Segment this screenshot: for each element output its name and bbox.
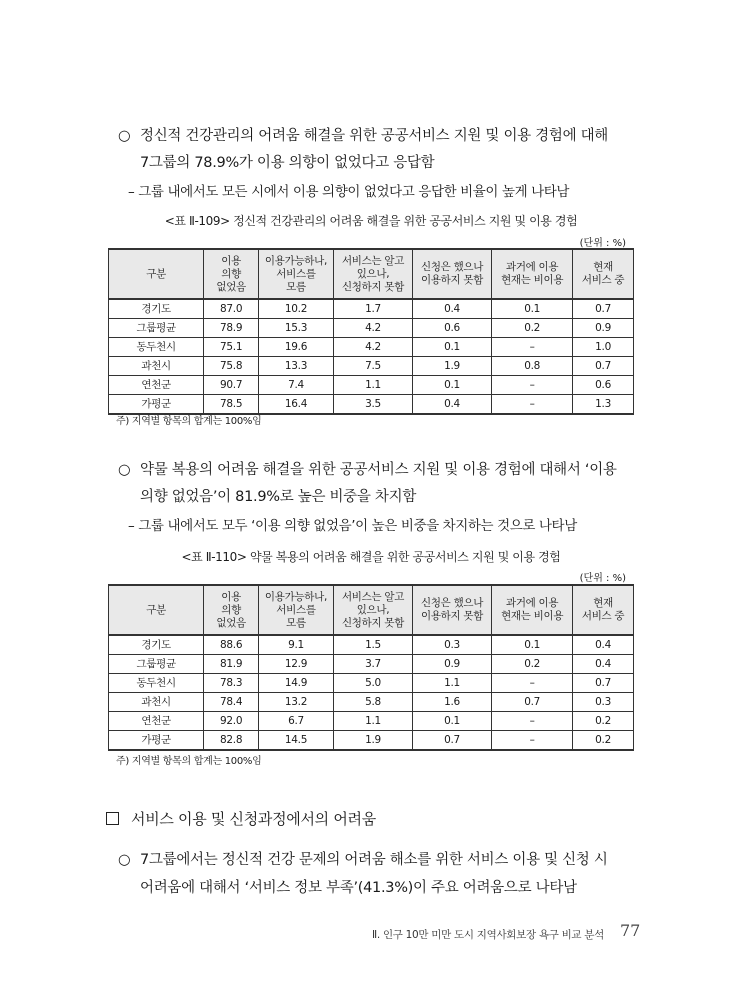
value-cell: 0.2 (573, 731, 634, 751)
value-cell: 0.3 (573, 693, 634, 712)
value-cell: 13.3 (258, 357, 333, 376)
column-header: 신청은 했으나 이용하지 못함 (413, 585, 492, 635)
value-cell: 1.1 (333, 712, 412, 731)
column-header: 현재 서비스 중 (573, 585, 634, 635)
value-cell: 0.4 (413, 395, 492, 415)
value-cell: 0.1 (413, 712, 492, 731)
circle-bullet-icon: ○ (118, 852, 131, 868)
value-cell: 13.2 (258, 693, 333, 712)
sub-bullet-2 (128, 514, 577, 534)
value-cell: 0.1 (413, 376, 492, 395)
value-cell: 0.1 (492, 635, 573, 655)
square-bullet-icon (106, 812, 119, 825)
table-row (109, 731, 634, 751)
value-cell: 1.7 (333, 299, 412, 319)
column-header: 과거에 이용 현재는 비이용 (492, 585, 573, 635)
row-label-cell: 과천시 (109, 357, 204, 376)
value-cell: 75.1 (204, 338, 259, 357)
value-cell: 0.2 (573, 712, 634, 731)
table-header-row (109, 585, 634, 635)
page-number: 77 (620, 921, 641, 940)
column-header: 서비스는 알고 있으나, 신청하지 못함 (333, 585, 412, 635)
column-header: 이용 의향 없었음 (204, 585, 259, 635)
column-header: 구분 (109, 249, 204, 299)
row-label-cell: 동두천시 (109, 338, 204, 357)
table-1-caption: <표 Ⅱ-109> 정신적 건강관리의 어려움 해결을 위한 공공서비스 지원 및 이용 경험 (164, 214, 578, 228)
column-header: 신청은 했으나 이용하지 못함 (413, 249, 492, 299)
value-cell: 1.6 (413, 693, 492, 712)
value-cell: 0.2 (492, 319, 573, 338)
value-cell: 1.5 (333, 635, 412, 655)
circle-bullet-icon: ○ (118, 128, 131, 144)
value-cell: 9.1 (258, 635, 333, 655)
value-cell: 0.6 (413, 319, 492, 338)
paragraph-text: 7그룹에서는 정신적 건강 문제의 어려움 해소를 위한 서비스 이용 및 신청 시 (140, 852, 608, 868)
value-cell: – (492, 731, 573, 751)
row-label-cell: 가평군 (109, 731, 204, 751)
paragraph-text: 정신적 건강관리의 어려움 해결을 위한 공공서비스 지원 및 이용 경험에 대해 (140, 128, 609, 144)
row-label-cell: 연천군 (109, 376, 204, 395)
value-cell: 0.7 (492, 693, 573, 712)
row-label-cell: 연천군 (109, 712, 204, 731)
value-cell: – (492, 395, 573, 415)
table-1 (108, 248, 634, 415)
value-cell: 1.1 (333, 376, 412, 395)
value-cell: 19.6 (258, 338, 333, 357)
table-2-note: 주) 지역별 항목의 합계는 100%임 (116, 756, 262, 767)
row-label-cell: 동두천시 (109, 674, 204, 693)
value-cell: – (492, 376, 573, 395)
table-row (109, 674, 634, 693)
value-cell: 0.4 (413, 299, 492, 319)
table-2-caption: <표 Ⅱ-110> 약물 복용의 어려움 해결을 위한 공공서비스 지원 및 이용 경험 (181, 550, 561, 564)
value-cell: 90.7 (204, 376, 259, 395)
value-cell: – (492, 338, 573, 357)
section-title: 서비스 이용 및 신청과정에서의 어려움 (131, 810, 376, 828)
value-cell: 88.6 (204, 635, 259, 655)
value-cell: 12.9 (258, 655, 333, 674)
value-cell: 0.1 (413, 338, 492, 357)
column-header: 이용 의향 없었음 (204, 249, 259, 299)
table-2-unit: (단위 : %) (579, 573, 626, 584)
value-cell: 3.5 (333, 395, 412, 415)
paragraph-text: 약물 복용의 어려움 해결을 위한 공공서비스 지원 및 이용 경험에 대해서 ‘이용 (140, 462, 617, 478)
circle-bullet-icon: ○ (118, 462, 131, 478)
value-cell: 0.9 (413, 655, 492, 674)
row-label-cell: 그룹평균 (109, 655, 204, 674)
table-row (109, 357, 634, 376)
table-row (109, 693, 634, 712)
value-cell: – (492, 712, 573, 731)
sub-bullet-text: 그룹 내에서도 모든 시에서 이용 의향이 없었다고 응답한 비율이 높게 나타남 (138, 184, 570, 200)
row-label-cell: 과천시 (109, 693, 204, 712)
paragraph-3-line-1 (118, 848, 608, 869)
column-header: 서비스는 알고 있으나, 신청하지 못함 (333, 249, 412, 299)
value-cell: 7.4 (258, 376, 333, 395)
table-row (109, 655, 634, 674)
value-cell: 7.5 (333, 357, 412, 376)
table-row (109, 376, 634, 395)
value-cell: 0.1 (492, 299, 573, 319)
value-cell: – (492, 674, 573, 693)
value-cell: 78.9 (204, 319, 259, 338)
value-cell: 0.6 (573, 376, 634, 395)
value-cell: 14.5 (258, 731, 333, 751)
value-cell: 1.0 (573, 338, 634, 357)
value-cell: 0.7 (573, 357, 634, 376)
value-cell: 78.5 (204, 395, 259, 415)
value-cell: 1.3 (573, 395, 634, 415)
dash-bullet-icon: – (128, 184, 135, 200)
table-1-unit: (단위 : %) (579, 238, 626, 249)
value-cell: 78.4 (204, 693, 259, 712)
row-label-cell: 경기도 (109, 635, 204, 655)
value-cell: 0.4 (573, 655, 634, 674)
table-row (109, 319, 634, 338)
paragraph-1-line-1 (118, 124, 608, 145)
column-header: 과거에 이용 현재는 비이용 (492, 249, 573, 299)
value-cell: 75.8 (204, 357, 259, 376)
value-cell: 16.4 (258, 395, 333, 415)
value-cell: 1.9 (333, 731, 412, 751)
column-header: 이용가능하나, 서비스를 모름 (258, 249, 333, 299)
table-row (109, 635, 634, 655)
value-cell: 15.3 (258, 319, 333, 338)
paragraph-2-line-1 (118, 458, 617, 479)
paragraph-3-line-2: 어려움에 대해서 ‘서비스 정보 부족’(41.3%)이 주요 어려움으로 나타남 (140, 880, 577, 896)
table-row (109, 299, 634, 319)
value-cell: 0.2 (492, 655, 573, 674)
sub-bullet-1 (128, 180, 569, 200)
value-cell: 3.7 (333, 655, 412, 674)
table-1-note: 주) 지역별 항목의 합계는 100%임 (116, 416, 262, 427)
sub-bullet-text: 그룹 내에서도 모두 ‘이용 의향 없었음’이 높은 비중을 차지하는 것으로 나타남 (138, 518, 577, 534)
section-heading (106, 808, 376, 829)
value-cell: 0.3 (413, 635, 492, 655)
value-cell: 0.7 (573, 674, 634, 693)
value-cell: 82.8 (204, 731, 259, 751)
running-footer: Ⅱ. 인구 10만 미만 도시 지역사회보장 욕구 비교 분석 (372, 929, 604, 941)
table-row (109, 712, 634, 731)
value-cell: 1.9 (413, 357, 492, 376)
value-cell: 14.9 (258, 674, 333, 693)
value-cell: 78.3 (204, 674, 259, 693)
column-header: 현재 서비스 중 (573, 249, 634, 299)
dash-bullet-icon: – (128, 518, 135, 534)
table-2 (108, 584, 634, 751)
column-header: 구분 (109, 585, 204, 635)
value-cell: 6.7 (258, 712, 333, 731)
value-cell: 81.9 (204, 655, 259, 674)
value-cell: 10.2 (258, 299, 333, 319)
value-cell: 4.2 (333, 319, 412, 338)
value-cell: 5.0 (333, 674, 412, 693)
value-cell: 1.1 (413, 674, 492, 693)
paragraph-1-line-2: 7그룹의 78.9%가 이용 의향이 없었다고 응답함 (140, 155, 435, 171)
value-cell: 5.8 (333, 693, 412, 712)
value-cell: 0.4 (573, 635, 634, 655)
value-cell: 4.2 (333, 338, 412, 357)
value-cell: 0.9 (573, 319, 634, 338)
value-cell: 92.0 (204, 712, 259, 731)
value-cell: 0.7 (413, 731, 492, 751)
table-header-row (109, 249, 634, 299)
row-label-cell: 경기도 (109, 299, 204, 319)
paragraph-2-line-2: 의향 없었음’이 81.9%로 높은 비중을 차지함 (140, 489, 417, 505)
column-header: 이용가능하나, 서비스를 모름 (258, 585, 333, 635)
row-label-cell: 가평군 (109, 395, 204, 415)
value-cell: 87.0 (204, 299, 259, 319)
table-row (109, 338, 634, 357)
row-label-cell: 그룹평균 (109, 319, 204, 338)
value-cell: 0.7 (573, 299, 634, 319)
value-cell: 0.8 (492, 357, 573, 376)
